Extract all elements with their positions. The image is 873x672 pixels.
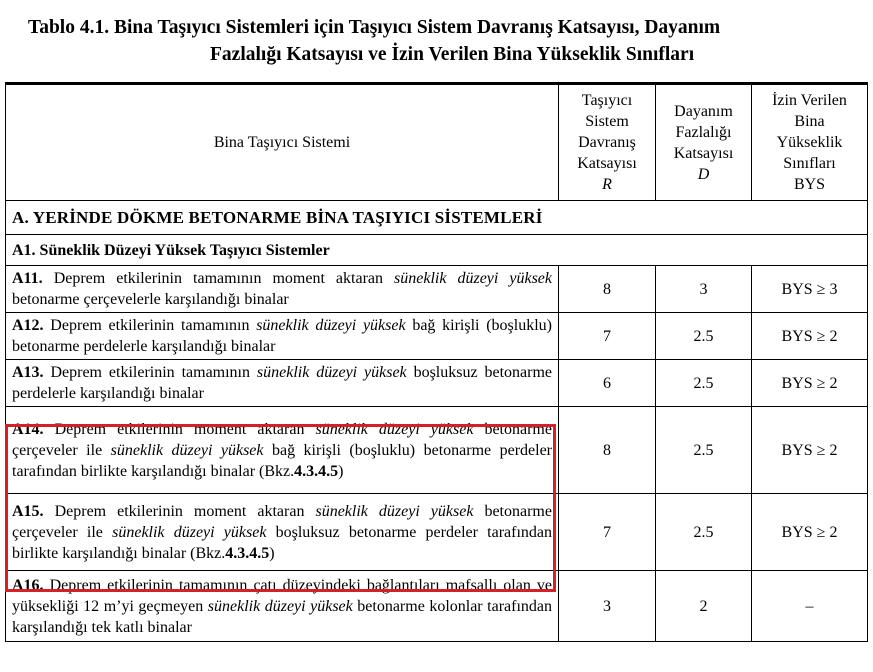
- row-r-value: 3: [559, 571, 656, 642]
- subsection-row: [6, 235, 868, 266]
- row-text-italic: süneklik düzeyi yüksek: [207, 597, 353, 615]
- header-bys-line: Yükseklik: [776, 134, 843, 151]
- header-r-line: Taşıyıcı: [581, 92, 633, 109]
- row-text-italic: süneklik düzeyi yüksek: [256, 364, 407, 381]
- row-d-value: 2.5: [656, 494, 752, 571]
- row-d-value: 2.5: [656, 313, 752, 360]
- row-reference: 4.3.4.5: [294, 462, 339, 480]
- section-row: [6, 201, 868, 235]
- row-r-value: 8: [559, 266, 656, 313]
- row-text: boşluksuz betonarme perdelerle karşılandığı binalar: [12, 364, 552, 402]
- row-text-italic: süneklik düzeyi yüksek: [315, 502, 474, 520]
- table-row: [6, 266, 868, 313]
- row-text: Deprem etkilerinin tamamının çatı düzeyindeki bağlantıları mafsallı olan ve yüksekliği 12 m’yi geçmeyen: [12, 576, 552, 615]
- row-text: Deprem etkilerinin moment aktaran: [43, 420, 316, 438]
- row-text-italic: süneklik düzeyi yüksek: [394, 270, 552, 287]
- row-text-italic: süneklik düzeyi yüksek: [256, 317, 406, 334]
- row-code: A11.: [12, 270, 43, 287]
- row-bys-value: BYS ≥ 2: [752, 360, 868, 407]
- row-code: A13.: [12, 364, 44, 381]
- row-bys-value: BYS ≥ 2: [752, 313, 868, 360]
- row-d-value: 2.5: [656, 360, 752, 407]
- row-d-value: 2: [656, 571, 752, 642]
- header-r-line: Sistem: [585, 113, 629, 130]
- row-text: betonarme çerçevelerle karşılandığı binalar: [12, 291, 289, 308]
- row-text: boşluksuz betonarme perdeler tarafından birlikte karşılandığı binalar (Bkz.: [12, 523, 553, 562]
- table-title-line-2: Fazlalığı Katsayısı ve İzin Verilen Bina Yükseklik Sınıfları: [210, 44, 695, 65]
- header-bys: [752, 84, 868, 201]
- row-text: ): [338, 462, 344, 480]
- row-r-value: 6: [559, 360, 656, 407]
- row-r-value: 8: [559, 407, 656, 494]
- row-text: Deprem etkilerinin moment aktaran: [43, 502, 316, 520]
- row-description: [6, 494, 559, 571]
- row-text: betonarme çerçeveler ile: [12, 502, 552, 541]
- row-text: Deprem etkilerinin tamamının: [43, 317, 257, 334]
- row-description: [6, 571, 559, 642]
- row-bys-value: BYS ≥ 2: [752, 494, 868, 571]
- row-r-value: 7: [559, 494, 656, 571]
- header-row: [6, 84, 868, 201]
- row-description: [6, 313, 559, 360]
- header-bys-line: Bina: [794, 113, 825, 130]
- row-text: betonarme çerçeveler ile: [12, 420, 552, 459]
- row-text: ): [269, 544, 275, 562]
- table-title-line-1: Tablo 4.1. Bina Taşıyıcı Sistemleri için Taşıyıcı Sistem Davranış Katsayısı, Dayanım: [28, 17, 721, 38]
- row-code: A14.: [12, 420, 44, 438]
- row-text: betonarme kolonlar tarafından karşılandığı tek katlı binalar: [12, 597, 553, 636]
- row-text: Deprem etkilerinin tamamının: [43, 364, 257, 381]
- row-text: bağ kirişli (boşluklu) betonarme perdelerle karşılandığı binalar: [12, 317, 552, 355]
- section-title: A. YERİNDE DÖKME BETONARME BİNA TAŞIYICI SİSTEMLERİ: [6, 201, 868, 235]
- header-d-line: Fazlalığı: [675, 123, 732, 141]
- row-d-value: 2.5: [656, 407, 752, 494]
- table-row: [6, 360, 868, 407]
- row-d-value: 3: [656, 266, 752, 313]
- table-row: [6, 571, 868, 642]
- row-description: [6, 266, 559, 313]
- header-bys-line: BYS: [793, 176, 826, 193]
- header-d-line: Katsayısı: [673, 144, 734, 162]
- table-row: [6, 407, 868, 494]
- header-d-line: Dayanım: [674, 102, 733, 120]
- row-description: [6, 407, 559, 494]
- table-row: [6, 494, 868, 571]
- header-bys-line: Sınıfları: [783, 155, 836, 172]
- header-system: Bina Taşıyıcı Sistemi: [6, 84, 559, 201]
- row-text-italic: süneklik düzeyi yüksek: [315, 420, 474, 438]
- subsection-title: A1. Süneklik Düzeyi Yüksek Taşıyıcı Sistemler: [6, 235, 868, 266]
- row-text: bağ kirişli (boşluklu) betonarme perdeler tarafından birlikte karşılandığı binalar (Bkz.: [12, 441, 552, 480]
- row-code: A16.: [12, 576, 44, 594]
- row-text: Deprem etkilerinin tamamının moment aktaran: [42, 270, 395, 287]
- row-bys-value: BYS ≥ 2: [752, 407, 868, 494]
- header-r-line: Katsayısı: [577, 155, 637, 172]
- row-text-italic: süneklik düzeyi yüksek: [112, 523, 267, 541]
- table-title: [0, 14, 873, 68]
- row-bys-value: –: [752, 571, 868, 642]
- seismic-system-table: [5, 82, 868, 642]
- header-r-line: Davranış: [578, 134, 636, 151]
- header-r-symbol: R: [602, 176, 612, 193]
- row-reference: 4.3.4.5: [225, 544, 270, 562]
- header-d-symbol: D: [697, 165, 710, 183]
- row-bys-value: BYS ≥ 3: [752, 266, 868, 313]
- header-d: [656, 84, 752, 201]
- row-code: A12.: [12, 317, 44, 334]
- header-bys-line: İzin Verilen: [772, 92, 847, 109]
- row-r-value: 7: [559, 313, 656, 360]
- table-row: [6, 313, 868, 360]
- header-r: [559, 84, 656, 201]
- row-text-italic: süneklik düzeyi yüksek: [110, 441, 264, 459]
- row-description: [6, 360, 559, 407]
- row-code: A15.: [12, 502, 44, 520]
